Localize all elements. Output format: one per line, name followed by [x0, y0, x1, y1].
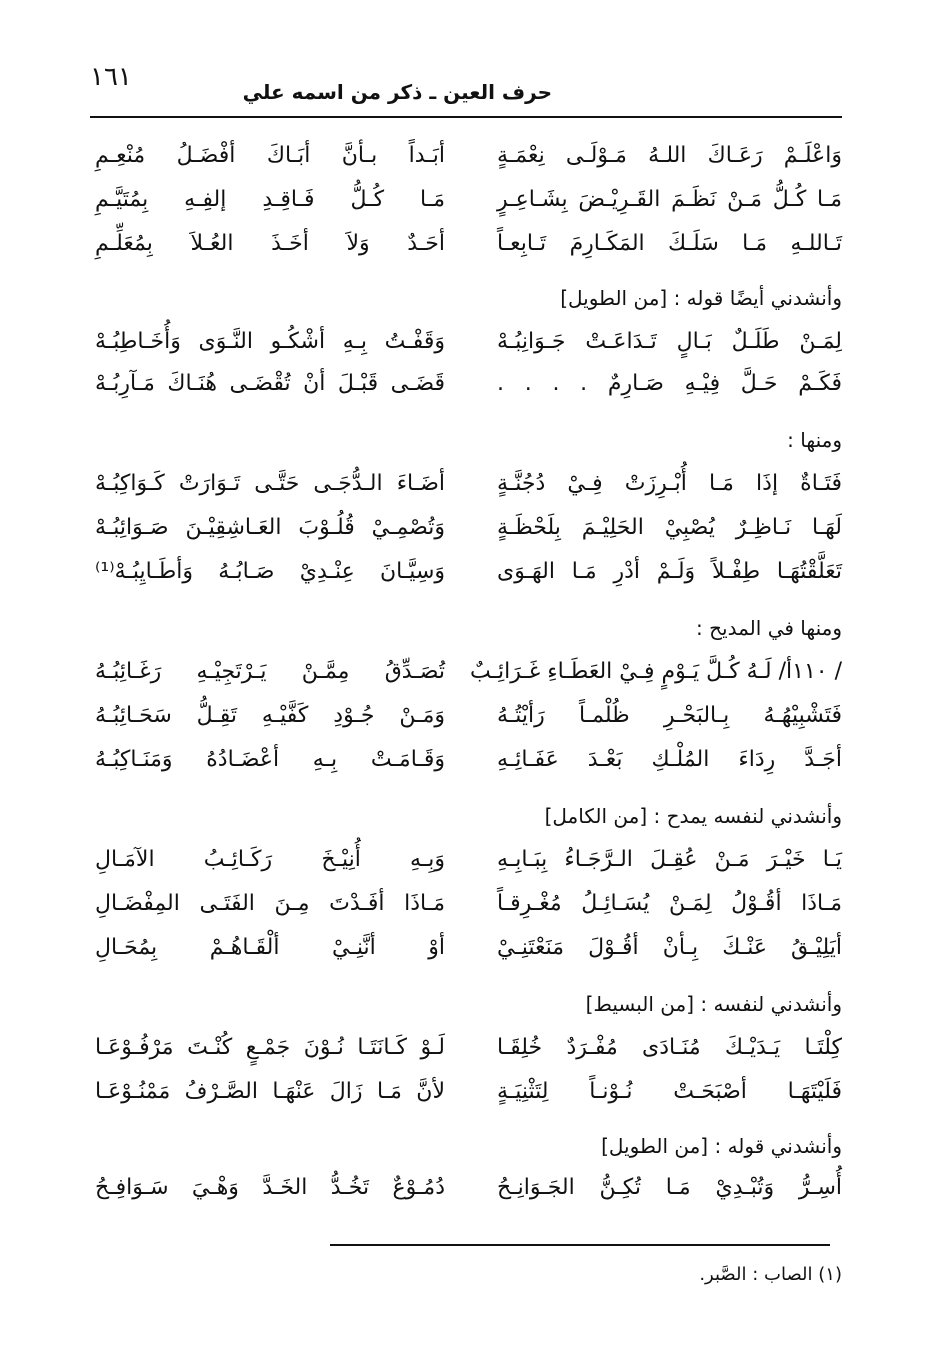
- verse-left-hemistich: أضَـاءَ الـدُّجَـى حَتَّـى تَـوَارَتْ كَـوَاكِبُـهْ: [95, 471, 445, 496]
- verse-right-hemistich: أُسِـرُّ وَتُبْـدِيْ مَـا تُكِـنُّ الجَـوَانِـحُ: [497, 1175, 842, 1200]
- poem-introduction: وأنشدني لنفسه يمدح : [من الكامل]: [544, 804, 842, 828]
- verse-left-hemistich: وَقَـامَـتْ بِـهِ أعْضَـادُهُ وَمَنَـاكِبُـهُ: [95, 747, 445, 772]
- verse-right-hemistich: تَعَلَّقْتُهَـا طِفْـلاً وَلَـمْ أدْرِ مَـا الهَـوَى: [497, 559, 842, 584]
- poem-introduction: وأنشدني أيضًا قوله : [من الطويل]: [560, 286, 842, 310]
- verse-right-hemistich: وَاعْلَـمْ رَعَـاكَ اللـهُ مَـوْلَـى نِعْمَـةٍ: [497, 143, 842, 168]
- verse-left-hemistich: أبَـداً بـأنَّ أبَـاكَ أفْضَـلُ مُنْعِـمِ: [95, 143, 445, 168]
- verse-left-hemistich: وَتُصْمِـيْ قُلُـوْبَ العَـاشِقِيْـنَ صَـوَائِبُـهْ: [95, 515, 445, 540]
- verse-left-hemistich: قَضَـى قَبْـلَ أنْ تُقْضَـى هُنَـاكَ مَـآرِبُـهْ: [95, 371, 445, 396]
- verse-left-hemistich: وَسِيَّـانَ عِنْـدِيْ صَـابُـهُ وَأطَـايِبُـهْ⁽¹⁾: [95, 559, 445, 584]
- verse-right-hemistich: فَتَـاةٌ إذَا مَـا أُبْـرِزَتْ فِـيْ دُجُنَّـةٍ: [497, 471, 842, 496]
- verse-right-hemistich: لِمَـنْ طَلَـلٌ بَـالٍ تَـدَاعَـتْ جَـوَانِبُـهْ: [497, 329, 842, 354]
- poem-introduction: وأنشدني لنفسه : [من البسيط]: [585, 992, 842, 1016]
- verse-right-hemistich: فَتَشْبِيْهُـهُ بِـالبَحْـرِ ظُلْمـاً رَأيْتُـهُ: [497, 703, 842, 728]
- verse-right-hemistich: كِلْتَـا يَـدَيْـكَ مُنَـادَى مُفْـرَدٌ خُلِقَـا: [497, 1035, 842, 1060]
- verse-left-hemistich: وَقَفْـتُ بِـهِ أشْكُـو النَّـوَى وَأُخَـاطِبُـهْ: [95, 329, 445, 354]
- header-rule: [90, 116, 842, 118]
- verse-right-hemistich: فَلَيْتَهَـا أصْبَحَـتْ نُـوْنـاً لِتَثْنِيَـةٍ: [497, 1079, 842, 1104]
- verse-left-hemistich: دُمُـوْعٌ تَخُـدُّ الخَـدَّ وَهْـيَ سَـوَافِـحُ: [95, 1175, 445, 1200]
- poem-introduction: ومنها في المديح :: [696, 616, 842, 640]
- verse-left-hemistich: لَـوْ كَـانَتَـا نُـوْنَ جَمْـعٍ كُنْـتَ مَرْفُـوْعَـا: [95, 1035, 445, 1060]
- verse-right-hemistich: / ١١٠أ/ لَـهُ كُـلَّ يَـوْمٍ فِـيْ العَطَـاءِ غَـرَائِـبٌ: [469, 659, 842, 684]
- verse-left-hemistich: وَمَـنْ جُـوْدِ كَفَّيْـهِ تَقِـلُّ سَحَـائِبُـهُ: [95, 703, 445, 728]
- running-title: حرف العين ـ ذكر من اسمه علي: [242, 80, 552, 104]
- footnote: (١) الصاب : الصَّبر.: [699, 1264, 842, 1285]
- verse-right-hemistich: مَـا كُـلُّ مَـنْ نَظَـمَ القَـرِيْـضَ بِشَـاعِـرٍ: [497, 187, 842, 212]
- verse-right-hemistich: أجَـدَّ رِدَاءَ المُلْـكِ بَعْـدَ عَفَـائِـهِ: [497, 747, 842, 772]
- verse-right-hemistich: لَهَـا نَـاظِـرٌ يُصْبِيْ الحَلِيْـمَ بِلَحْظَـةٍ: [497, 515, 842, 540]
- poem-introduction: ومنها :: [787, 428, 842, 452]
- verse-right-hemistich: تَـاللـهِ مَـا سَلَـكَ المَكَـارِمَ تَـابِعـاً: [497, 231, 842, 256]
- footnote-rule: [330, 1244, 830, 1246]
- verse-left-hemistich: وَبِـهِ أُنِيْـخَ رَكَـائِـبُ الآمَـالِ: [95, 847, 445, 872]
- verse-right-hemistich: مَـاذَا أقُـوْلُ لِمَـنْ يُسَـائِـلُ مُغْـرِقـاً: [497, 891, 842, 916]
- verse-right-hemistich: يَـا خَيْـرَ مَـنْ عُقِـلَ الـرَّجَـاءُ بِبَـابِـهِ: [497, 847, 842, 872]
- verse-left-hemistich: لأنَّ مَـا زَالَ عَنْهَـا الصَّـرْفُ مَمْنُـوْعَـا: [95, 1079, 445, 1104]
- verse-left-hemistich: أوْ أنَّنِـيْ ألْقَـاهُـمْ بِمُحَـالِ: [95, 935, 445, 960]
- verse-left-hemistich: مَـاذَا أفَـدْتَ مِـنَ الفَتَـى المِفْضَـالِ: [95, 891, 445, 916]
- poem-introduction: وأنشدني قوله : [من الطويل]: [601, 1134, 842, 1158]
- page-number: ١٦١: [90, 62, 132, 92]
- verse-right-hemistich: أيَلِيْـقُ عَنْـكَ بِـأنْ أقُـوْلَ مَنَعْتَنِـيْ: [497, 935, 842, 960]
- verse-left-hemistich: تُصَـدِّقُ مِمَّـنْ يَـرْتَجِيْـهِ رَغَـائِبُـهُ: [95, 659, 445, 684]
- verse-right-hemistich: فَكَـمْ حَـلَّ فِيْـهِ صَـارِمٌ . . . .: [497, 371, 842, 396]
- verse-left-hemistich: أحَـدٌ وَلاَ أخَـذَ العُـلاَ بِمُعَلِّـمِ: [95, 231, 445, 256]
- verse-left-hemistich: مَـا كُـلُّ فَـاقِـدِ إلفِـهِ بِمُتَيَّـمِ: [95, 187, 445, 212]
